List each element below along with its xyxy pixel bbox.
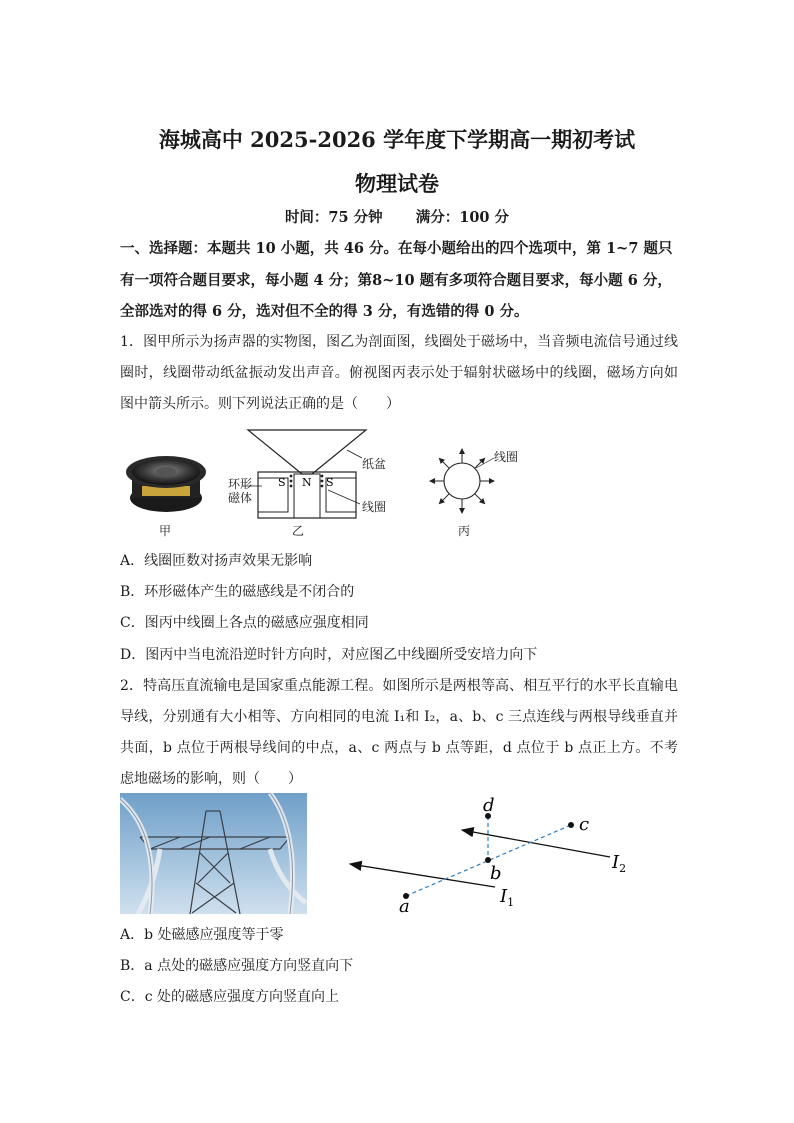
point-c-label: c	[579, 814, 590, 835]
exam-score: 满分：100 分	[415, 209, 510, 226]
point-a-label: a	[399, 896, 410, 917]
question-1-stem: 1．图甲所示为扬声器的实物图，图乙为剖面图，线圈处于磁场中，当音频电流信号通过线圈时，线圈带动纸盆振动发出声音。俯视图丙表示处于辐射状磁场中的线圈，磁场方向如图中箭头所示。则下列说法正确的是（ ）	[120, 334, 678, 412]
fig-label-jia: 甲	[159, 524, 172, 538]
fig-label-bing: 丙	[458, 524, 471, 538]
q2-option-a: A．b 处磁感应强度等于零	[120, 927, 284, 943]
exam-meta	[0, 206, 794, 227]
q2-option-c: C．c 处的磁感应强度方向竖直向上	[120, 989, 340, 1005]
radial-field-top-view	[424, 446, 504, 516]
point-d-label: d	[483, 795, 495, 816]
q1-option-b: B．环形磁体产生的磁感线是不闭合的	[120, 584, 355, 600]
label-cone: 纸盆	[362, 457, 387, 471]
label-coil-yi: 线圈	[362, 500, 387, 514]
pole-n: N	[302, 476, 312, 489]
question-2-stem: 2．特高压直流输电是国家重点能源工程。如图所示是两根等高、相互平行的水平长直输电导线，分别通有大小相等、方向相同的电流 I₁和 I₂，a、b、c 三点连线与两根导线垂直并共面，b 点位于两根导线间的中点，a、c 两点与 b 点等距，d 点位于 b 点正上方。不考虑地磁场的影响，则（ ）	[120, 678, 678, 787]
q1-option-a: A．线圈匝数对扬声效果无影响	[120, 553, 313, 569]
q1-option-d: D．图丙中当电流沿逆时针方向时，对应图乙中线圈所受安培力向下	[120, 647, 538, 663]
pole-s-right: S	[326, 476, 334, 489]
section-1-instructions: 一、选择题：本题共 10 小题，共 46 分。在每小题给出的四个选项中，第 1~7 题只有一项符合题目要求，每小题 4 分；第8~10 题有多项符合题目要求，每小题 6 分，全部选对的得 6 分，选对但不全的得 3 分，有选错的得 0 分。	[120, 240, 673, 320]
exam-subtitle: 物理试卷	[355, 171, 439, 196]
q1-option-c: C．图丙中线圈上各点的磁感应强度相同	[120, 615, 369, 631]
label-coil-bing: 线圈	[494, 450, 519, 464]
speaker-photo	[122, 452, 212, 518]
q2-option-b: B．a 点处的磁感应强度方向竖直向下	[120, 958, 354, 974]
speaker-cross-section	[222, 428, 422, 520]
current-i1-label: $I_1$	[500, 886, 515, 909]
point-b-label: b	[490, 863, 502, 884]
exam-title: 海城高中 2025-2026 学年度下学期高一期初考试	[158, 127, 636, 152]
wire-diagram	[340, 792, 640, 918]
label-ring-magnet: 环形磁体	[228, 477, 253, 505]
exam-time: 时间：75 分钟	[284, 209, 383, 226]
fig-label-yi: 乙	[292, 524, 305, 538]
current-i2-label: $I_2$	[612, 852, 627, 875]
pole-s-left: S	[278, 476, 286, 489]
power-tower-photo	[120, 793, 307, 914]
